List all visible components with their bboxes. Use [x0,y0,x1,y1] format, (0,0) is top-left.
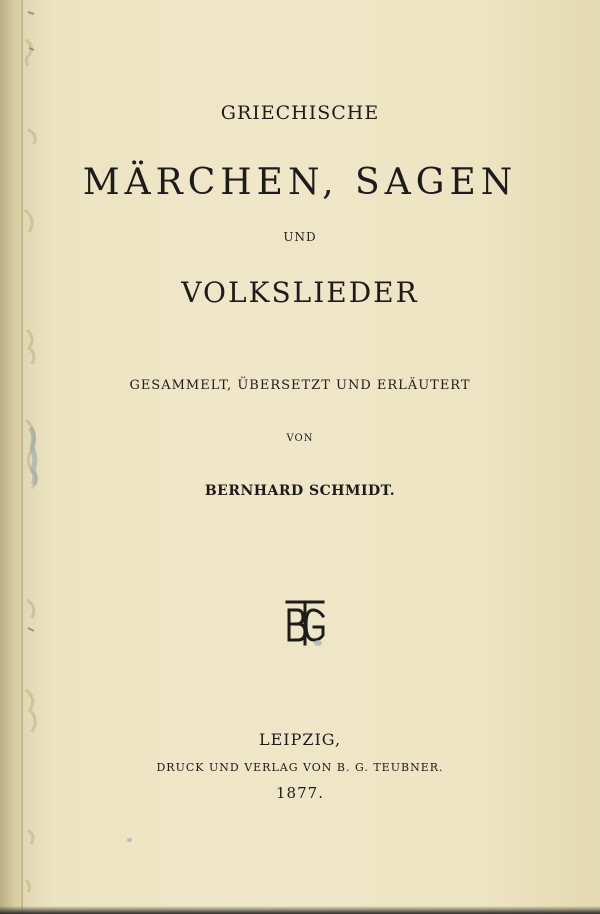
imprint-place: LEIPZIG, [258,730,342,749]
title-line-2: MÄRCHEN, SAGEN [82,162,518,203]
water-stain [314,640,322,646]
page-bottom-edge [0,906,600,914]
imprint-publisher: DRUCK UND VERLAG VON B. G. TEUBNER. [156,761,444,774]
imprint-year: 1877. [276,784,324,802]
subtitle: GESAMMELT, ÜBERSETZT UND ERLÄUTERT [129,378,471,393]
title-line-1: GRIECHISCHE [220,102,380,124]
edge-damage [24,0,58,914]
author-name: BERNHARD SCHMIDT. [204,483,396,499]
title-line-4: VOLKSLIEDER [181,276,419,309]
by-line: VON [286,433,314,444]
spine-line [21,0,23,914]
water-stain [127,838,132,842]
title-line-3: UND [283,230,317,244]
